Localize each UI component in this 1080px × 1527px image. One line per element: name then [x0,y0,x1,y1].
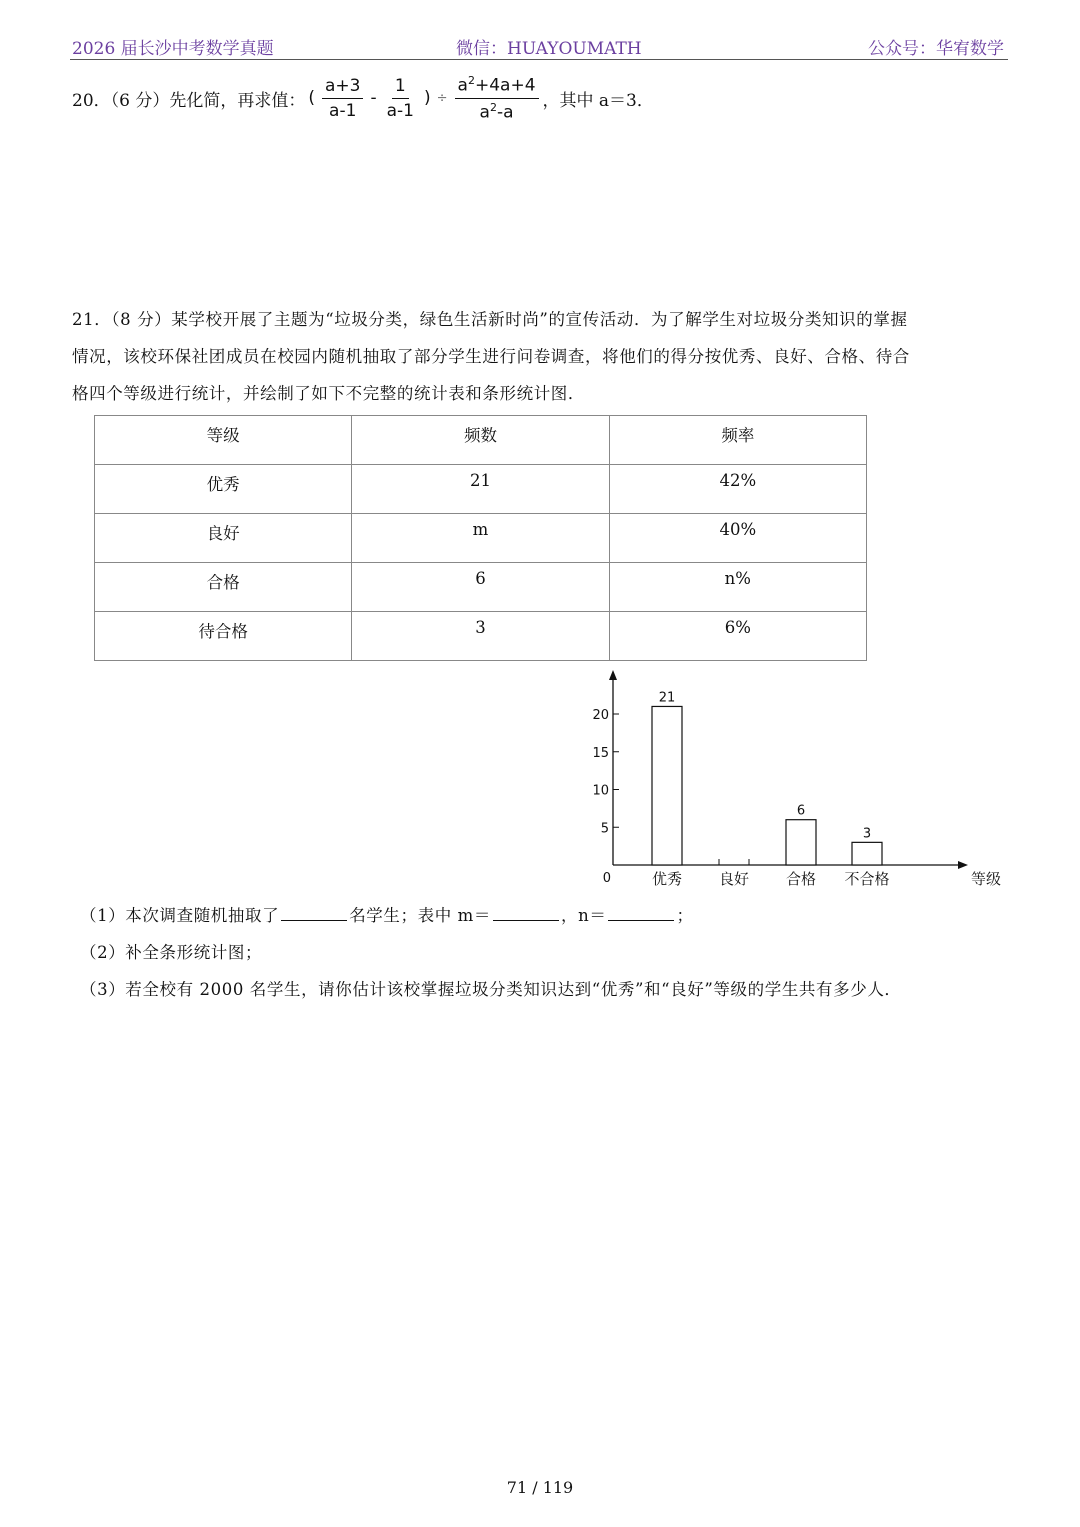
q20-prefix: 20．（6 分）先化简，再求值： [72,90,306,111]
table-cell: n% [609,563,866,612]
subquestion-3: （3）若全校有 2000 名学生，请你估计该校掌握垃圾分类知识达到“优秀”和“良好”等级的学生共有多少人． [80,980,902,999]
answer-blank[interactable] [493,904,559,921]
data-label: 3 [862,826,872,842]
fraction-3-numerator: $a^2+4a+4$ [455,74,539,99]
table-header: 频数 [352,416,609,465]
table-row [95,514,867,563]
header-account: 公众号：华宥数学 [868,39,1004,59]
table-header: 等级 [95,416,352,465]
bar [786,820,816,865]
q20-lparen: ( [308,88,315,109]
table-cell: 6 [352,563,609,612]
data-label: 21 [658,690,676,706]
x-tick-label: 优秀 [651,870,683,888]
x-axis-arrow [958,861,968,869]
fraction-2 [384,76,417,121]
bar-chart [580,660,1020,900]
table-cell: 3 [352,612,609,661]
bar [852,842,882,865]
y-tick-label: 10 [592,783,609,799]
table-cell: 6% [609,612,866,661]
y-tick-label: 15 [592,745,609,761]
table-row [95,465,867,514]
fraction-3-denominator: $a^2-a$ [479,100,514,123]
answer-blank[interactable] [608,904,674,921]
table-header-row [95,416,867,465]
subquestion-2: （2）补全条形统计图； [80,943,263,962]
table-row [95,612,867,661]
q20-suffix: ，其中 a＝3． [542,90,654,111]
question-20 [72,74,654,122]
subquestion-1: （1）本次调查随机抽取了 名学生；表中 m＝ ，n＝ ； [80,906,694,925]
origin-label: 0 [602,871,611,886]
table-cell: 21 [352,465,609,514]
fraction-2-denominator: a-1 [386,100,414,121]
y-axis-arrow [609,670,617,680]
q20-rparen: ) [424,88,431,109]
answer-blank[interactable] [281,904,347,921]
y-tick-label: 20 [592,708,609,723]
table-cell: 42% [609,465,866,514]
fraction-2-numerator: 1 [392,76,409,99]
header-wechat: 微信：HUAYOUMATH [456,39,642,59]
table-cell: 良好 [95,514,352,563]
data-label: 6 [796,803,806,819]
table-cell: 合格 [95,563,352,612]
x-tick-label: 不合格 [844,870,890,888]
x-axis-label: 等级 [970,870,1002,888]
q21-line-2: 情况，该校环保社团成员在校园内随机抽取了部分学生进行问卷调查，将他们的得分按优秀、良好、合格、待合 [72,347,910,366]
table-cell: 优秀 [95,465,352,514]
header-title: 2026 届长沙中考数学真题 [72,39,274,59]
bar [652,706,682,865]
q20-divide: ÷ [436,90,448,106]
fraction-1 [322,76,363,121]
q21-line-1: 21．（8 分）某学校开展了主题为“垃圾分类，绿色生活新时尚”的宣传活动．为了解学生对垃圾分类知识的掌握 [72,310,908,329]
table-cell: 待合格 [95,612,352,661]
x-tick-label: 合格 [785,870,817,888]
table-cell: 40% [609,514,866,563]
y-tick-label: 5 [600,821,609,837]
fraction-1-denominator: a-1 [329,100,357,121]
x-tick-label: 良好 [718,870,750,888]
q20-minus: - [370,88,377,109]
fraction-1-numerator: a+3 [322,76,363,99]
q21-line-3: 格四个等级进行统计，并绘制了如下不完整的统计表和条形统计图． [72,384,585,403]
statistics-table [94,415,867,661]
table-header: 频率 [609,416,866,465]
table-cell: m [352,514,609,563]
fraction-3 [455,74,539,122]
header-divider [70,59,1008,60]
table-row [95,563,867,612]
page-number: 71 / 119 [506,1478,574,1497]
